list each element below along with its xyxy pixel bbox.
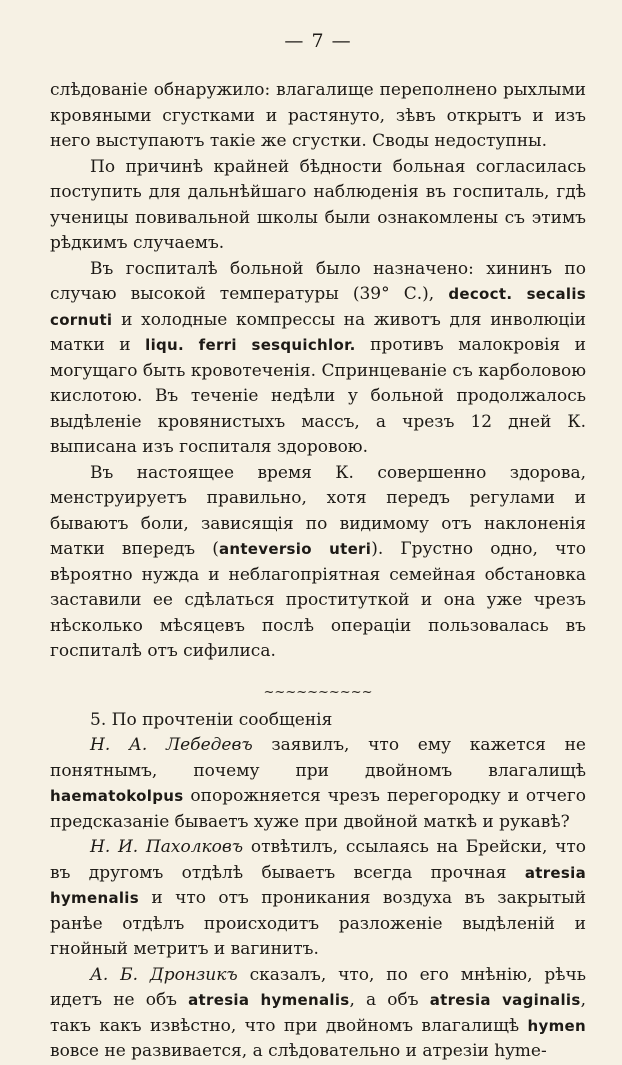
paragraph-7-text-2: и что отъ проникания воздуха въ закрытый ранѣе отдѣлъ происходитъ разложеніе выдѣленій и гнойный метритъ и вагинитъ. — [50, 888, 586, 959]
latin-term-atresia-hymenalis: atresia hymenalis — [50, 863, 586, 907]
author-dronzik: А. Б. Дронзикъ — [90, 964, 238, 985]
paragraph-8 — [50, 963, 586, 1065]
paragraph-4-text-1: Въ настоящее время К. совершенно здорова, менструируетъ правильно, хотя передъ регулами и бываютъ боли, зависящія по видимому отъ наклоненія матки впередъ ( — [50, 462, 586, 559]
paragraph-3-text-3: противъ малокровія и могущаго быть кровотеченія. Спринцеваніе съ карболовою кислотою. Въ теченіе недѣли у больной продолжалось выдѣленіе кровянистыхъ массъ, а чрезъ 12 дней К. выписана изъ госпиталя здоровою. — [50, 335, 586, 457]
paragraph-3 — [50, 257, 586, 461]
author-lebedev: Н. А. Лебедевъ — [90, 735, 253, 755]
paragraph-3-text-2: и холодные компрессы на животъ для инволюціи матки и — [50, 309, 586, 355]
paragraph-2: По причинѣ крайней бѣдности больная согласилась поступить для дальнѣйшаго наблюденія въ госпиталь, гдѣ ученицы повивальной школы были ознакомлены съ этимъ рѣдкимъ случаемъ. — [50, 156, 586, 253]
paragraph-7 — [50, 835, 586, 963]
paragraph-4 — [50, 461, 586, 665]
latin-term-anteversio: anteversio uteri — [218, 540, 372, 558]
paragraph-6-text-1: заявилъ, что ему кажется не понятнымъ, почему при двойномъ влагалищѣ — [50, 735, 586, 781]
section-divider: ~~~~~~~~~~ — [263, 684, 373, 700]
paragraph-4-text-2: ). Грустно одно, что вѣроятно нужда и неблагопріятная семейная обстановка заставили ее сдѣлаться проституткой и она уже чрезъ нѣсколько мѣсяцевъ послѣ операціи пользовалась въ госпиталѣ отъ сифилиса. — [50, 539, 586, 661]
paragraph-3-text-1: Въ госпиталѣ больной было назначено: хининъ по случаю высокой температуры (39° С.), — [50, 258, 586, 304]
author-pakholkov: Н. И. Пахолковъ — [90, 837, 244, 857]
paragraph-1: слѣдованіе обнаружило: влагалище переполнено рыхлыми кровяными сгустками и растянуто, зѣвъ открытъ и изъ него выступаютъ такіе же сгустки. Своды недоступны. — [50, 80, 586, 151]
paragraph-8-text-4: вовсе не развивается, а слѣдовательно и атрезіи hyme- — [50, 1041, 547, 1061]
latin-term-atresia-vaginalis: atresia vaginalis — [429, 991, 581, 1009]
paragraph-6 — [50, 733, 586, 835]
paragraph-6-text-2: опорожняется чрезъ перегородку и отчего предсказаніе бываетъ хуже при двойной маткѣ и рукавѣ? — [50, 786, 586, 832]
paragraph-8-text-2: , а объ — [349, 990, 430, 1010]
latin-term-haematokolpus: haematokolpus — [50, 787, 184, 805]
latin-term-liqu-ferri: liqu. ferri sesquichlor. — [145, 336, 356, 354]
latin-term-decoct: decoct. secalis cornuti — [50, 285, 586, 329]
body-text — [50, 78, 586, 1065]
paragraph-5: 5. По прочтеніи сообщенія — [90, 709, 333, 730]
latin-term-atresia-hymenalis-2: atresia hymenalis — [188, 991, 350, 1009]
paragraph-8-text-3: , такъ какъ извѣстно, что при двойномъ влагалищѣ — [50, 990, 586, 1036]
paragraph-8-text-1: сказалъ, что, по его мнѣнію, рѣчь идетъ не объ — [50, 964, 586, 1010]
latin-term-hymen: hymen — [527, 1016, 586, 1035]
paragraph-7-text-1: отвѣтилъ, ссылаясь на Брейски, что въ другомъ отдѣлѣ бываетъ всегда прочная — [50, 837, 587, 883]
page-number: — 7 — — [284, 30, 352, 52]
